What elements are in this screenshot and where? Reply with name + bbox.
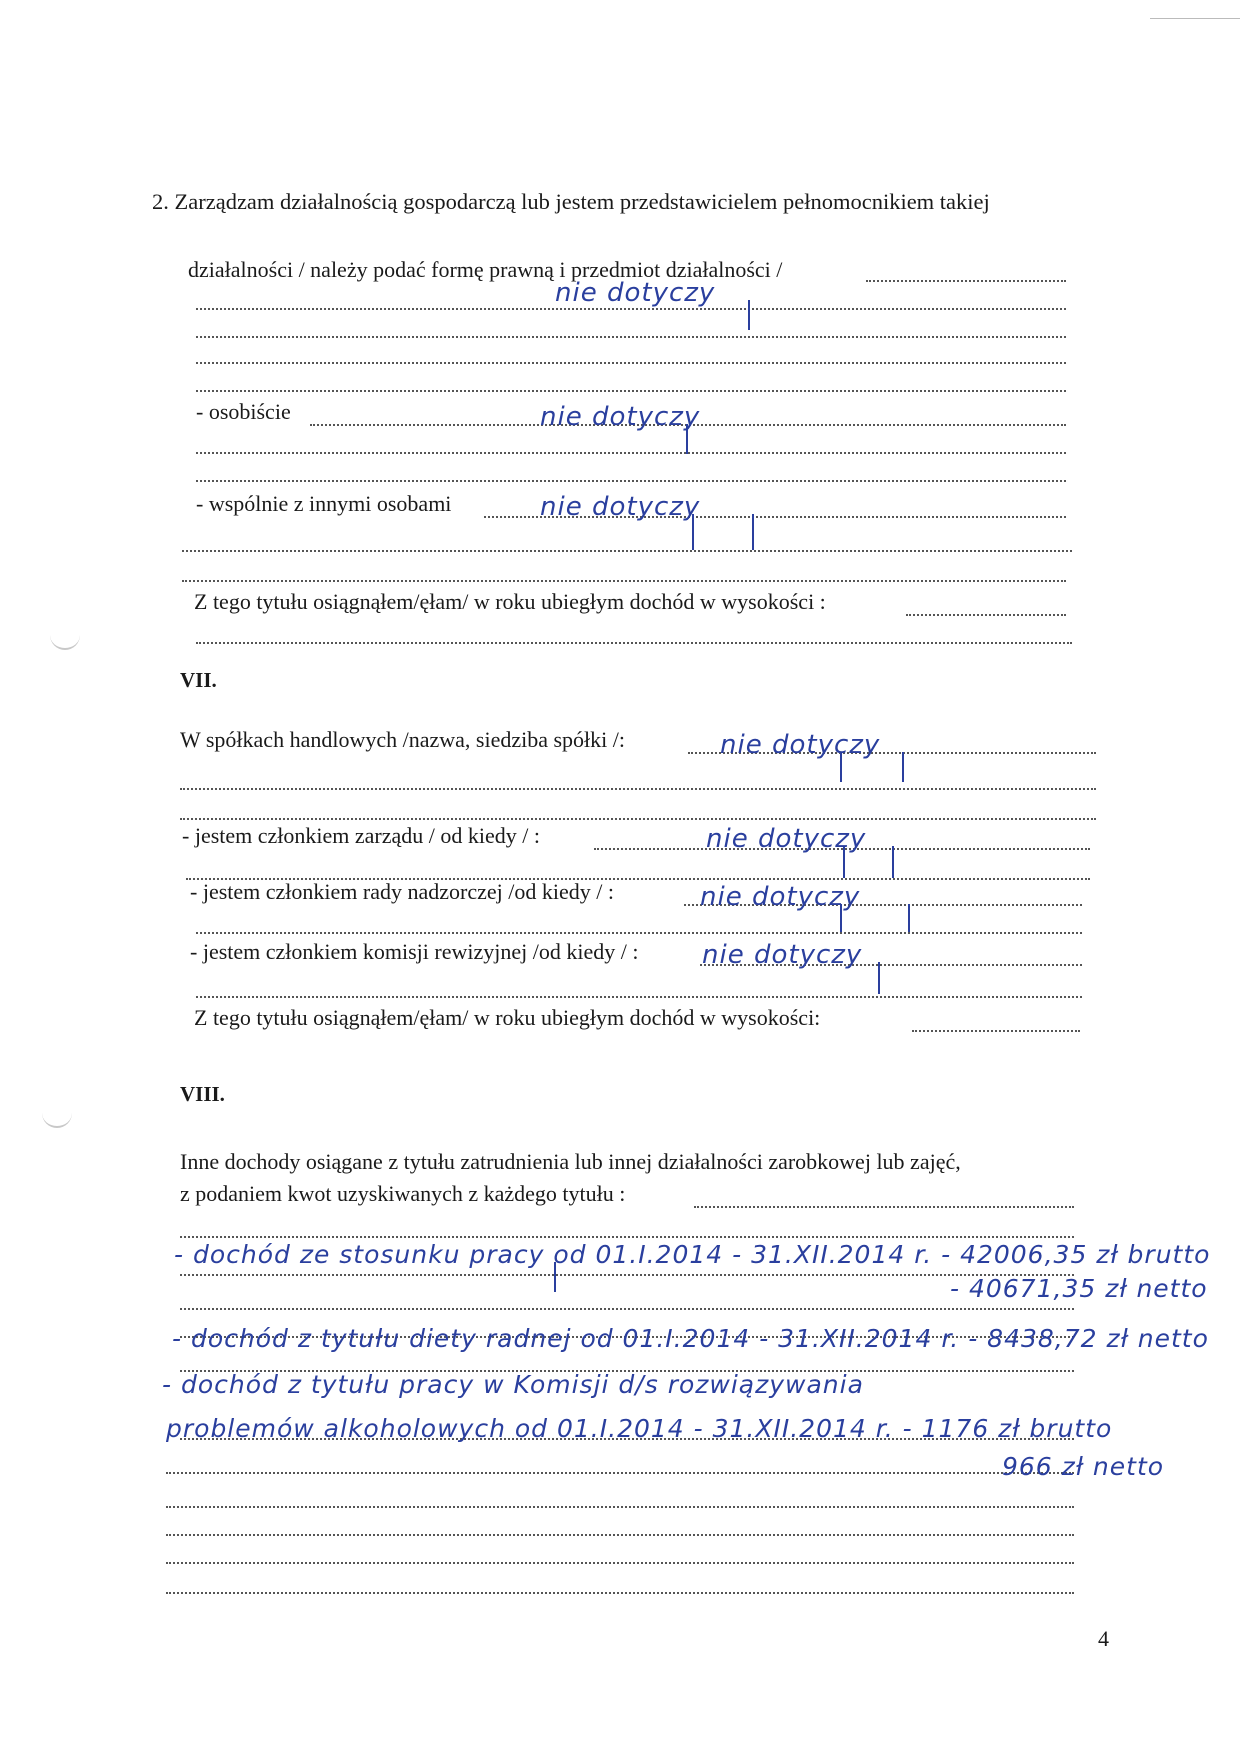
income-entry-3: - dochód z tytułu pracy w Komisji d/s rozwiązywania xyxy=(162,1370,864,1399)
supervisory-label: - jestem członkiem rady nadzorczej /od kiedy / : xyxy=(190,879,614,904)
audit-answer: nie dotyczy xyxy=(702,940,863,970)
answer-dots xyxy=(180,788,1096,790)
answer-dots xyxy=(166,1472,1074,1474)
answer-dots xyxy=(196,390,1066,392)
handwriting-stroke xyxy=(686,424,688,454)
handwriting-stroke xyxy=(752,514,754,550)
punch-hole-mark xyxy=(50,632,80,650)
handwriting-stroke xyxy=(892,846,894,878)
companies-answer: nie dotyczy xyxy=(720,730,881,760)
section7-heading: VII. xyxy=(180,668,217,692)
audit-label: - jestem członkiem komisji rewizyjnej /od kiedy / : xyxy=(190,939,639,964)
answer-dots xyxy=(196,996,1082,998)
item2-text-line1: 2. Zarządzam działalnością gospodarczą lub jestem przedstawicielem pełnomocnikiem takiej xyxy=(152,189,990,214)
jointly-answer: nie dotyczy xyxy=(540,492,701,522)
answer-dots xyxy=(166,1592,1074,1594)
answer-dots xyxy=(182,580,1066,582)
answer-dots xyxy=(196,452,1066,454)
answer-dots xyxy=(180,818,1096,820)
handwriting-stroke xyxy=(554,1262,556,1292)
answer-dots xyxy=(166,1562,1074,1564)
board-label: - jestem członkiem zarządu / od kiedy / : xyxy=(182,823,540,848)
answer-dots xyxy=(180,1308,1074,1310)
handwriting-stroke xyxy=(878,962,880,994)
answer-dots xyxy=(182,550,1072,552)
handwriting-stroke xyxy=(748,300,750,330)
section6-income-label: Z tego tytułu osiągnąłem/ęłam/ w roku ubiegłym dochód w wysokości : xyxy=(194,589,826,614)
jointly-label: - wspólnie z innymi osobami xyxy=(196,491,452,516)
companies-label: W spółkach handlowych /nazwa, siedziba spółki /: xyxy=(180,727,625,752)
section7-income-label: Z tego tytułu osiągnąłem/ęłam/ w roku ubiegłym dochód w wysokości: xyxy=(194,1005,821,1030)
income-entry-2: - dochód z tytułu diety radnej od 01.I.2014 - 31.XII.2014 r. - 8438,72 zł netto xyxy=(172,1324,1209,1353)
handwriting-stroke xyxy=(840,752,842,782)
personally-answer: nie dotyczy xyxy=(540,402,701,432)
handwriting-stroke xyxy=(840,904,842,934)
income-entry-1: - dochód ze stosunku pracy od 01.I.2014 - 31.XII.2014 r. - 42006,35 zł brutto xyxy=(174,1240,1211,1269)
item2-text-line2: działalności / należy podać formę prawną i przedmiot działalności / xyxy=(188,257,783,282)
item2-answer: nie dotyczy xyxy=(555,278,716,308)
income-entry-3-detail: problemów alkoholowych od 01.I.2014 - 31.XII.2014 r. - 1176 zł brutto xyxy=(166,1414,1113,1443)
answer-dots xyxy=(196,932,1082,934)
handwriting-stroke xyxy=(843,846,845,878)
answer-dots xyxy=(196,362,1066,364)
answer-dots xyxy=(196,480,1066,482)
answer-dots xyxy=(196,336,1066,338)
answer-dots xyxy=(196,308,1066,310)
handwriting-stroke xyxy=(902,752,904,782)
income-entry-1-net: - 40671,35 zł netto xyxy=(950,1274,1208,1303)
supervisory-answer: nie dotyczy xyxy=(700,882,861,912)
answer-dots xyxy=(866,280,1066,282)
answer-dots xyxy=(906,614,1066,616)
handwriting-stroke xyxy=(908,904,910,934)
scan-edge-mark xyxy=(1150,18,1240,19)
handwriting-stroke xyxy=(692,514,694,550)
income-entry-3-net: 966 zł netto xyxy=(1002,1452,1165,1481)
punch-hole-mark xyxy=(42,1110,72,1128)
answer-dots xyxy=(180,1236,1074,1238)
other-income-line2: z podaniem kwot uzyskiwanych z każdego tytułu : xyxy=(180,1181,626,1206)
board-answer: nie dotyczy xyxy=(706,824,867,854)
answer-dots xyxy=(912,1030,1080,1032)
page-number: 4 xyxy=(1098,1626,1109,1651)
answer-dots xyxy=(166,1534,1074,1536)
personally-label: - osobiście xyxy=(196,399,291,424)
answer-dots xyxy=(196,642,1072,644)
answer-dots xyxy=(166,1506,1074,1508)
answer-dots xyxy=(694,1206,1074,1208)
answer-dots xyxy=(180,1274,1074,1276)
other-income-line1: Inne dochody osiągane z tytułu zatrudnienia lub innej działalności zarobkowej lub zajęć, xyxy=(180,1149,961,1174)
section8-heading: VIII. xyxy=(180,1082,225,1106)
